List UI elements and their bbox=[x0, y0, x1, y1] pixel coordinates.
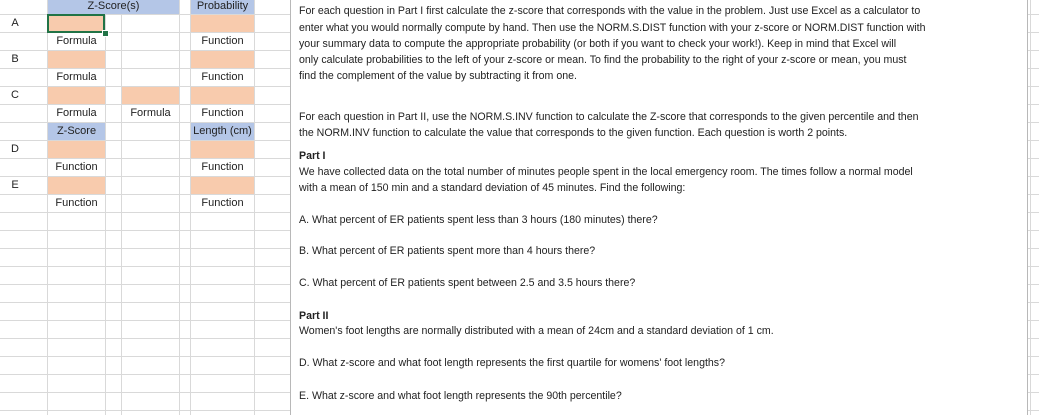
formula-label: Formula bbox=[56, 71, 97, 83]
instructions-line: your summary data to compute the appropriate probability (or both if you want to check your work!). Keep in mind that Excel will bbox=[299, 38, 897, 50]
gridline bbox=[121, 0, 122, 415]
instructions-line: For each question in Part I first calculate the z-score that corresponds with the value in the problem. Just use Excel as a calculator to bbox=[299, 5, 921, 17]
gridline bbox=[105, 0, 106, 415]
input-cell-d-zscore[interactable] bbox=[48, 141, 105, 158]
part2-desc: Women's foot lengths are normally distributed with a mean of 24cm and a standard deviation of 1 cm. bbox=[299, 325, 774, 337]
header-probability[interactable]: Probability bbox=[191, 0, 254, 14]
instructions-line: the NORM.INV function to calculate the value that corresponds to the given function. Each question is worth 2 points. bbox=[299, 127, 848, 139]
header-length[interactable]: Length (cm) bbox=[191, 123, 254, 140]
formula-label: Formula bbox=[130, 107, 171, 119]
function-label: Function bbox=[55, 161, 98, 173]
row-label-b: B bbox=[11, 53, 19, 65]
function-label: Function bbox=[201, 71, 244, 83]
input-cell-e-length[interactable] bbox=[191, 177, 254, 194]
part1-desc: We have collected data on the total number of minutes people spent in the local emergency room. The times follow a normal model bbox=[299, 166, 913, 178]
input-cell-c-zscore1[interactable] bbox=[48, 87, 105, 104]
input-cell-c-probability[interactable] bbox=[191, 87, 254, 104]
input-cell-b-probability[interactable] bbox=[191, 51, 254, 68]
question-d: D. What z-score and what foot length represents the first quartile for womens' foot lengths? bbox=[299, 357, 725, 369]
question-c: C. What percent of ER patients spent between 2.5 and 3.5 hours there? bbox=[299, 277, 636, 289]
input-cell-a-zscore[interactable] bbox=[47, 14, 105, 33]
gridline bbox=[1030, 0, 1031, 415]
instructions-line: only calculate probabilities to the left of your z-score or mean. To find the probability to the right of your z-score or mean, you must bbox=[299, 54, 907, 66]
formula-label: Formula bbox=[56, 35, 97, 47]
function-label: Function bbox=[201, 35, 244, 47]
part1-title: Part I bbox=[299, 150, 326, 162]
input-cell-b-zscore[interactable] bbox=[48, 51, 105, 68]
input-cell-e-zscore[interactable] bbox=[48, 177, 105, 194]
input-cell-c-zscore2[interactable] bbox=[122, 87, 179, 104]
instructions-line: enter what you would normally compute by hand. Then use the NORM.S.DIST function with your z-score or NORM.DIST function with bbox=[299, 22, 926, 34]
instructions-line: For each question in Part II, use the NORM.S.INV function to calculate the Z-score that corresponds to the given percentile and then bbox=[299, 111, 919, 123]
header-zscores[interactable]: Z-Score(s) bbox=[48, 0, 179, 14]
header-zscore[interactable]: Z-Score bbox=[48, 123, 105, 140]
question-a: A. What percent of ER patients spent less than 3 hours (180 minutes) there? bbox=[299, 214, 658, 226]
function-label: Function bbox=[55, 197, 98, 209]
row-label-e: E bbox=[11, 179, 19, 191]
gridline bbox=[179, 0, 180, 415]
row-label-a: A bbox=[11, 17, 19, 29]
row-label-c: C bbox=[11, 89, 19, 101]
input-cell-a-probability[interactable] bbox=[191, 15, 254, 32]
part2-title: Part II bbox=[299, 310, 329, 322]
instructions-line: find the complement of the value by subtracting it from one. bbox=[299, 70, 577, 82]
gridline bbox=[254, 0, 255, 415]
row-label-d: D bbox=[11, 143, 19, 155]
function-label: Function bbox=[201, 107, 244, 119]
question-b: B. What percent of ER patients spent more than 4 hours there? bbox=[299, 245, 596, 257]
part1-desc: with a mean of 150 min and a standard deviation of 45 minutes. Find the following: bbox=[299, 182, 686, 194]
input-cell-d-length[interactable] bbox=[191, 141, 254, 158]
question-e: E. What z-score and what foot length represents the 90th percentile? bbox=[299, 390, 622, 402]
formula-label: Formula bbox=[56, 107, 97, 119]
function-label: Function bbox=[201, 197, 244, 209]
function-label: Function bbox=[201, 161, 244, 173]
instructions-textbox[interactable] bbox=[290, 0, 1028, 415]
